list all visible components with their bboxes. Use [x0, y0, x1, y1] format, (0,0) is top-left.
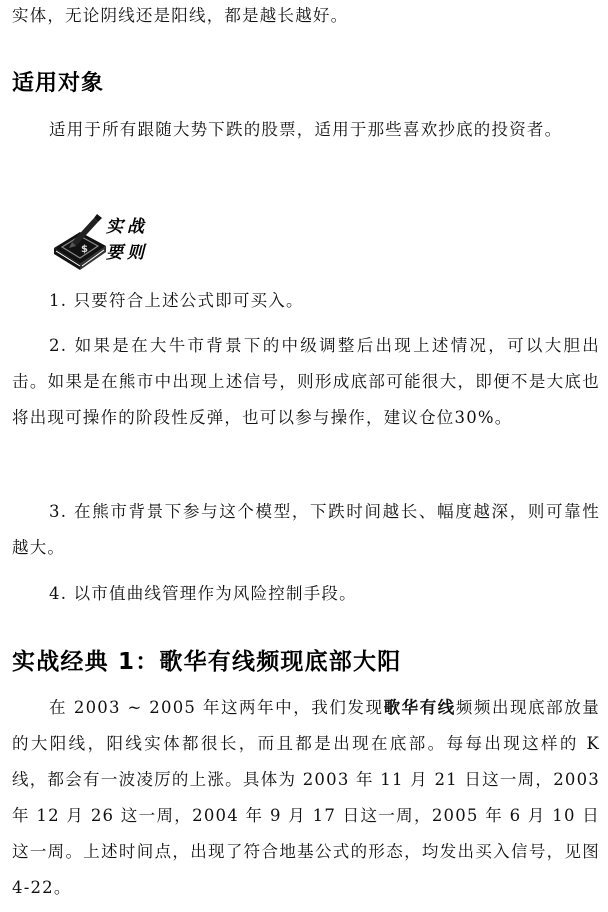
practical-rules-badge	[50, 212, 160, 274]
rule-item: 4. 以市值曲线管理作为风险控制手段。	[49, 584, 357, 603]
badge-label-line2: 要则	[106, 243, 148, 263]
rule-item: 1. 只要符合上述公式即可买入。	[49, 291, 304, 310]
stock-name: 歌华有线	[383, 698, 456, 717]
section-title-classic: 实战经典 1：歌华有线频现底部大阳	[12, 649, 402, 675]
rule-item: 3. 在熊市背景下参与这个模型，下跌时间越长、幅度越深，则可靠性越大。	[12, 502, 600, 557]
svg-text:$: $	[81, 244, 88, 255]
rule-item: 2. 如果是在大牛市背景下的中级调整后出现上述情况，可以大胆出击。如果是在熊市中出现上述信号，则形成底部可能很大，即便不是大底也将出现可操作的阶段性反弹，也可以参与操作，建议仓位30%。	[12, 336, 600, 427]
book-with-pen-icon	[50, 212, 108, 274]
badge-label	[106, 214, 156, 266]
continuation-text: 实体，无论阴线还是阳线，都是越长越好。	[12, 6, 349, 25]
classic-paragraph-start: 在 2003 ~ 2005 年这两年中，我们发现	[49, 698, 384, 717]
classic-paragraph	[12, 690, 600, 906]
badge-label-line1: 实战	[106, 217, 148, 237]
applicable-paragraph: 适用于所有跟随大势下跌的股票，适用于那些喜欢抄底的投资者。	[49, 120, 563, 139]
classic-paragraph-rest: 频频出现底部放量的大阳线，阳线实体都很长，而且都是出现在底部。每每出现这样的 K 线，都会有一波凌厉的上涨。具体为 2003 年 11 月 21 日这一周，2003 年 12 月 26 这一周，2004 年 9 月 17 日这一周，2005 年 6 月 10 日这一周。上述时间点，出现了符合地基公式的形态，均发出买入信号，见图 4-22。	[12, 698, 600, 897]
section-title-applicable: 适用对象	[12, 71, 105, 96]
